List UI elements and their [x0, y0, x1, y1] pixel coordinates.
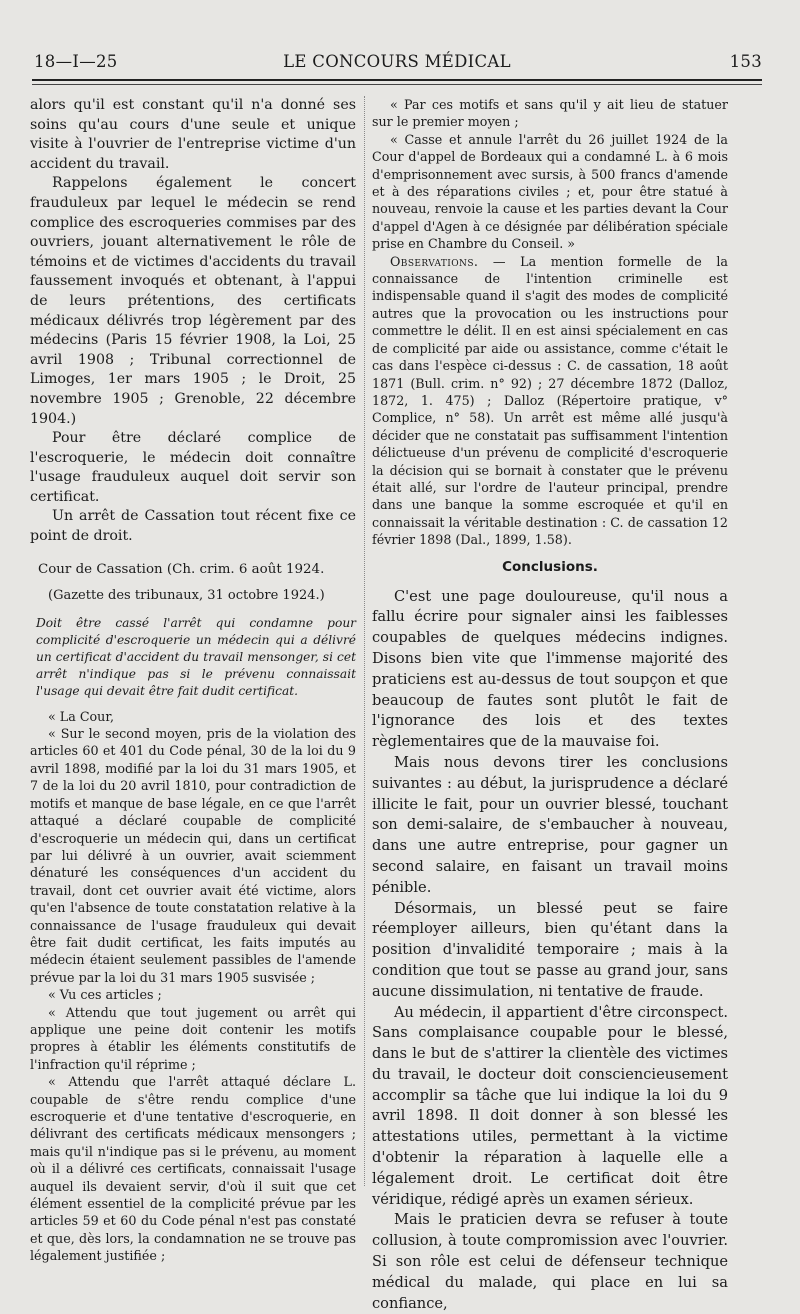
paragraph: Pour être déclaré complice de l'escroquerie, le médecin doit connaître l'usage frauduleux auquel doit servir son certificat.	[30, 430, 356, 505]
ruling-text	[30, 708, 356, 1265]
paragraph: Un arrêt de Cassation tout récent fixe ce point de droit.	[30, 508, 356, 545]
paragraph: Rappelons également le concert frauduleux par lequel le médecin se rend complice des escroqueries commises par des ouvriers, jouant alternativement le rôle de témoins et de victimes d'accidents du travail faussement invoqués et obtenant, à l'appui de leurs prétentions, des certificats médicaux délivrés trop légèrement par des médecins (Paris 15 février 1908, la Loi, 25 avril 1908 ; Tribunal correctionnel de Limoges, 1er mars 1905 ; le Droit, 25 novembre 1905 ; Grenoble, 22 décembre 1904.)	[30, 175, 356, 427]
paragraph: Au médecin, il appartient d'être circonspect. Sans complaisance coupable pour le blessé, dans le but de s'attirer la clientèle des victimes du travail, le docteur doit consciencieusement accomplir sa tâche que lui indique la loi du 9 avril 1898. Il doit donner à son blessé les attestations utiles, permettant à la victime d'obtenir la réparation à laquelle elle a légalement droit. Le certificat doit être véridique, rédigé après un examen sérieux.	[372, 1003, 728, 1208]
gazette-citation: (Gazette des tribunaux, 31 octobre 1924.)	[48, 587, 325, 603]
paragraph: « La Cour,	[48, 708, 115, 724]
paragraph: « Attendu que l'arrêt attaqué déclare L. coupable de s'être rendu complice d'une escroquerie et d'une tentative d'escroquerie, en délivrant des certificats médicaux mensongers ; mais qu'il n'indique pas si le prévenu, au moment où il a délivré ces certificats, connaissait l'usage auquel ils devaient servir, d'où il suit que cet élément essentiel de la complicité prévue par les articles 59 et 60 du Code pénal n'est pas constaté et que, dès lors, la condamnation ne se trouve pas légalement justifiée ;	[30, 1074, 356, 1264]
paragraph: C'est une page douloureuse, qu'il nous a fallu écrire pour signaler ainsi les faiblesses coupables de quelques médecins indignes. Disons bien vite que l'immense majorité des praticiens est au-dessus de tout soupçon et que beaucoup de fautes sont plutôt le fait de l'ignorance des lois et des textes règlementaires que de la mauvaise foi.	[372, 587, 728, 751]
running-header	[32, 52, 762, 78]
section-heading: Conclusions.	[502, 558, 598, 575]
paragraph: alors qu'il est constant qu'il n'a donné ses soins qu'au cours d'une seule et unique visite à l'ouvrier de l'entreprise victime d'un accident du travail.	[30, 97, 356, 172]
paragraph: « Sur le second moyen, pris de la violation des articles 60 et 401 du Code pénal, 30 de la loi du 9 avril 1898, modifié par la loi du 31 mars 1905, et 7 de la loi du 20 avril 1810, pour contradiction de motifs et manque de base légale, en ce que l'arrêt attaqué a déclaré coupable de complicité d'escroquerie un médecin qui, dans un certificat par lui délivré à un ouvrier, avait sciemment dénaturé les conséquences d'un accident du travail, dont cet ouvrier avait été victime, alors qu'en l'absence de toute constatation relative à la connaissance de l'usage frauduleux qui devait être fait dudit certificat, les faits imputés au médecin étaient seulement passibles de l'amende prévue par la loi du 31 mars 1905 susvisée ;	[30, 726, 356, 985]
paragraph: « Attendu que tout jugement ou arrêt qui applique une peine doit contenir les motifs propres à établir les éléments constitutifs de l'infraction qu'il réprime ;	[30, 1004, 356, 1072]
observations-label: Observations.	[390, 253, 479, 269]
paragraph: « Vu ces articles ;	[48, 987, 162, 1003]
page-number: 153	[729, 52, 762, 71]
header-rule-thin	[32, 84, 762, 85]
observations-paragraph	[372, 253, 728, 549]
ruling-summary: Doit être cassé l'arrêt qui condamne pour complicité d'escroquerie un médecin qui a délivré un certificat d'accident du travail mensonger, si cet arrêt n'indique pas si le prévenu connaissait l'usage qui devait être fait dudit certificat.	[36, 615, 356, 698]
paragraph: Mais nous devons tirer les conclusions suivantes : au début, la jurisprudence a déclaré illicite le fait, pour un ouvrier blessé, touchant son demi-salaire, de s'embaucher à nouveau, dans une autre entreprise, pour gagner un second salaire, en faisant un travail moins pénible.	[372, 753, 728, 896]
paragraph: Désormais, un blessé peut se faire réemployer ailleurs, bien qu'étant dans la position d'invalidité temporaire ; mais à la condition que tout se passe au grand jour, sans aucune dissimulation, ni tentative de fraude.	[372, 899, 728, 1000]
left-body	[30, 96, 356, 547]
left-column	[30, 96, 356, 1265]
conclusions-body	[372, 587, 728, 1314]
journal-title: LE CONCOURS MÉDICAL	[283, 52, 511, 71]
right-column	[372, 96, 728, 1314]
issue-date: 18—I—25	[34, 52, 118, 71]
paragraph: Mais le praticien devra se refuser à toute collusion, à toute compromission avec l'ouvrier. Si son rôle est celui de défenseur technique médical du malade, qui place en lui sa confiance,	[372, 1211, 728, 1312]
paragraph: « Casse et annule l'arrêt du 26 juillet 1924 de la Cour d'appel de Bordeaux qui a condamné L. à 6 mois d'emprisonnement avec sursis, à 500 francs d'amende et à des réparations civiles ; et, pour être statué à nouveau, renvoie la cause et les parties devant la Cour d'appel d'Agen à ce désignée par délibération spéciale prise en Chambre du Conseil. »	[372, 131, 728, 252]
paragraph: « Par ces motifs et sans qu'il y ait lieu de statuer sur le premier moyen ;	[372, 97, 728, 130]
court-citation: Cour de Cassation (Ch. crim. 6 août 1924.	[38, 561, 325, 577]
column-divider	[364, 96, 365, 1186]
observations-text: — La mention formelle de la connaissance de l'intention criminelle est indispensable quand il s'agit des modes de complicité autres que la provocation ou les instructions pour commettre le délit. Il en est ainsi spécialement en cas de complicité par aide ou assistance, comme c'était le cas dans l'espèce ci-dessus : C. de cassation, 18 août 1871 (Bull. crim. n° 92) ; 27 décembre 1872 (Dalloz, 1872, 1. 475) ; Dalloz (Répertoire pratique, v° Complice, n° 58). Un arrêt est même allé jusqu'à décider que ne constatait pas suffisamment l'intention délictueuse d'un prévenu de complicité d'escroquerie la décision qui se bornait à constater que le prévenu était allé, sur l'ordre de l'auteur principal, prendre dans une banque la somme escroquée et qu'il en connaissait la véritable destination : C. de cassation 12 février 1898 (Dal., 1899, 1.58).	[372, 253, 728, 548]
header-rule	[32, 79, 762, 81]
ruling-continuation	[372, 96, 728, 549]
